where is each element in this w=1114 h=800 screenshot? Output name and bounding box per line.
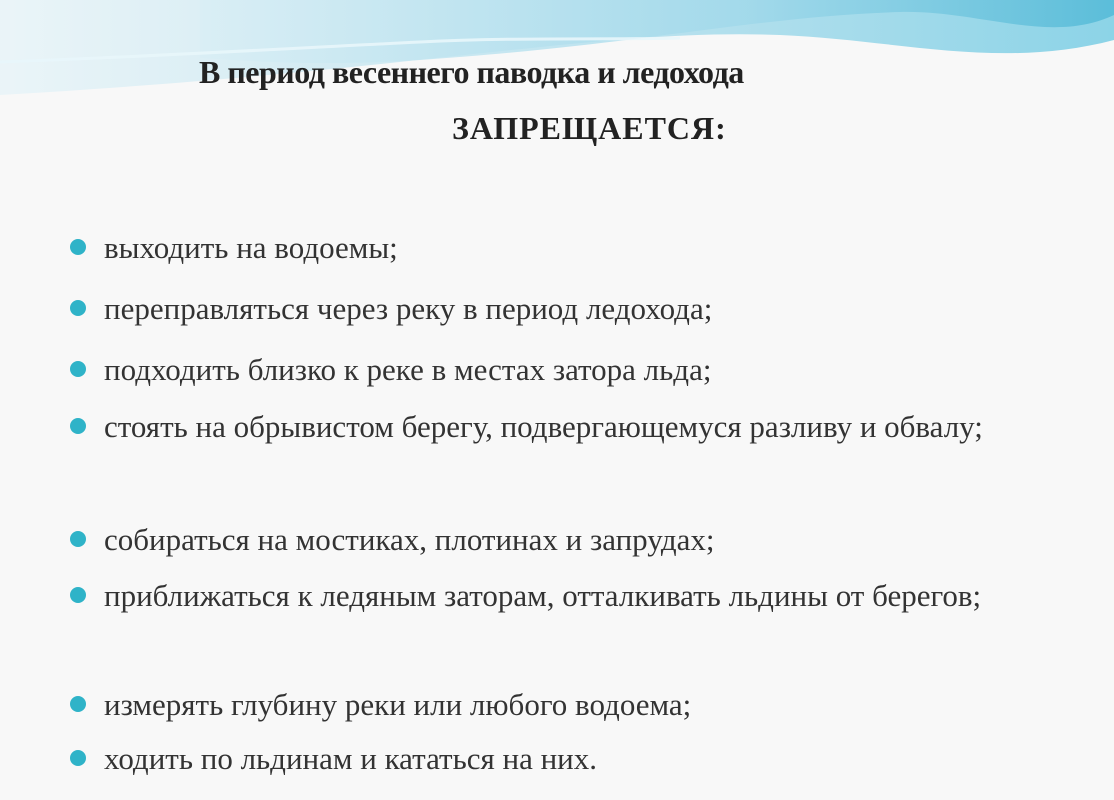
list-item	[70, 226, 1070, 270]
bullet-icon	[70, 418, 86, 434]
bullet-icon	[70, 531, 86, 547]
bullet-icon	[70, 587, 86, 603]
bullet-icon	[70, 750, 86, 766]
list-item-text: подходить близко к реке в местах затора льда;	[104, 352, 712, 387]
list-item	[70, 405, 1070, 449]
list-item	[70, 348, 1070, 392]
page-subtitle: ЗАПРЕЩАЕТСЯ:	[452, 110, 727, 146]
bullet-icon	[70, 300, 86, 316]
list-item-text: измерять глубину реки или любого водоема;	[104, 687, 692, 722]
list-item	[70, 574, 1070, 618]
bullet-icon	[70, 239, 86, 255]
bullet-icon	[70, 696, 86, 712]
list-item	[70, 737, 1070, 781]
list-item-text: переправляться через реку в период ледохода;	[104, 291, 713, 326]
bullet-icon	[70, 361, 86, 377]
list-item	[70, 287, 1070, 331]
list-item-text: собираться на мостиках, плотинах и запрудах;	[104, 522, 715, 557]
list-item	[70, 683, 1070, 727]
list-item-text: стоять на обрывистом берегу, подвергающемуся разливу и обвалу;	[104, 409, 983, 444]
list-item-text: приближаться к ледяным заторам, отталкивать льдины от берегов;	[104, 578, 982, 613]
page-title: В период весеннего паводка и ледохода	[199, 54, 744, 90]
list-item	[70, 518, 1070, 562]
list-item-text: выходить на водоемы;	[104, 230, 398, 265]
list-item-text: ходить по льдинам и кататься на них.	[104, 741, 598, 776]
